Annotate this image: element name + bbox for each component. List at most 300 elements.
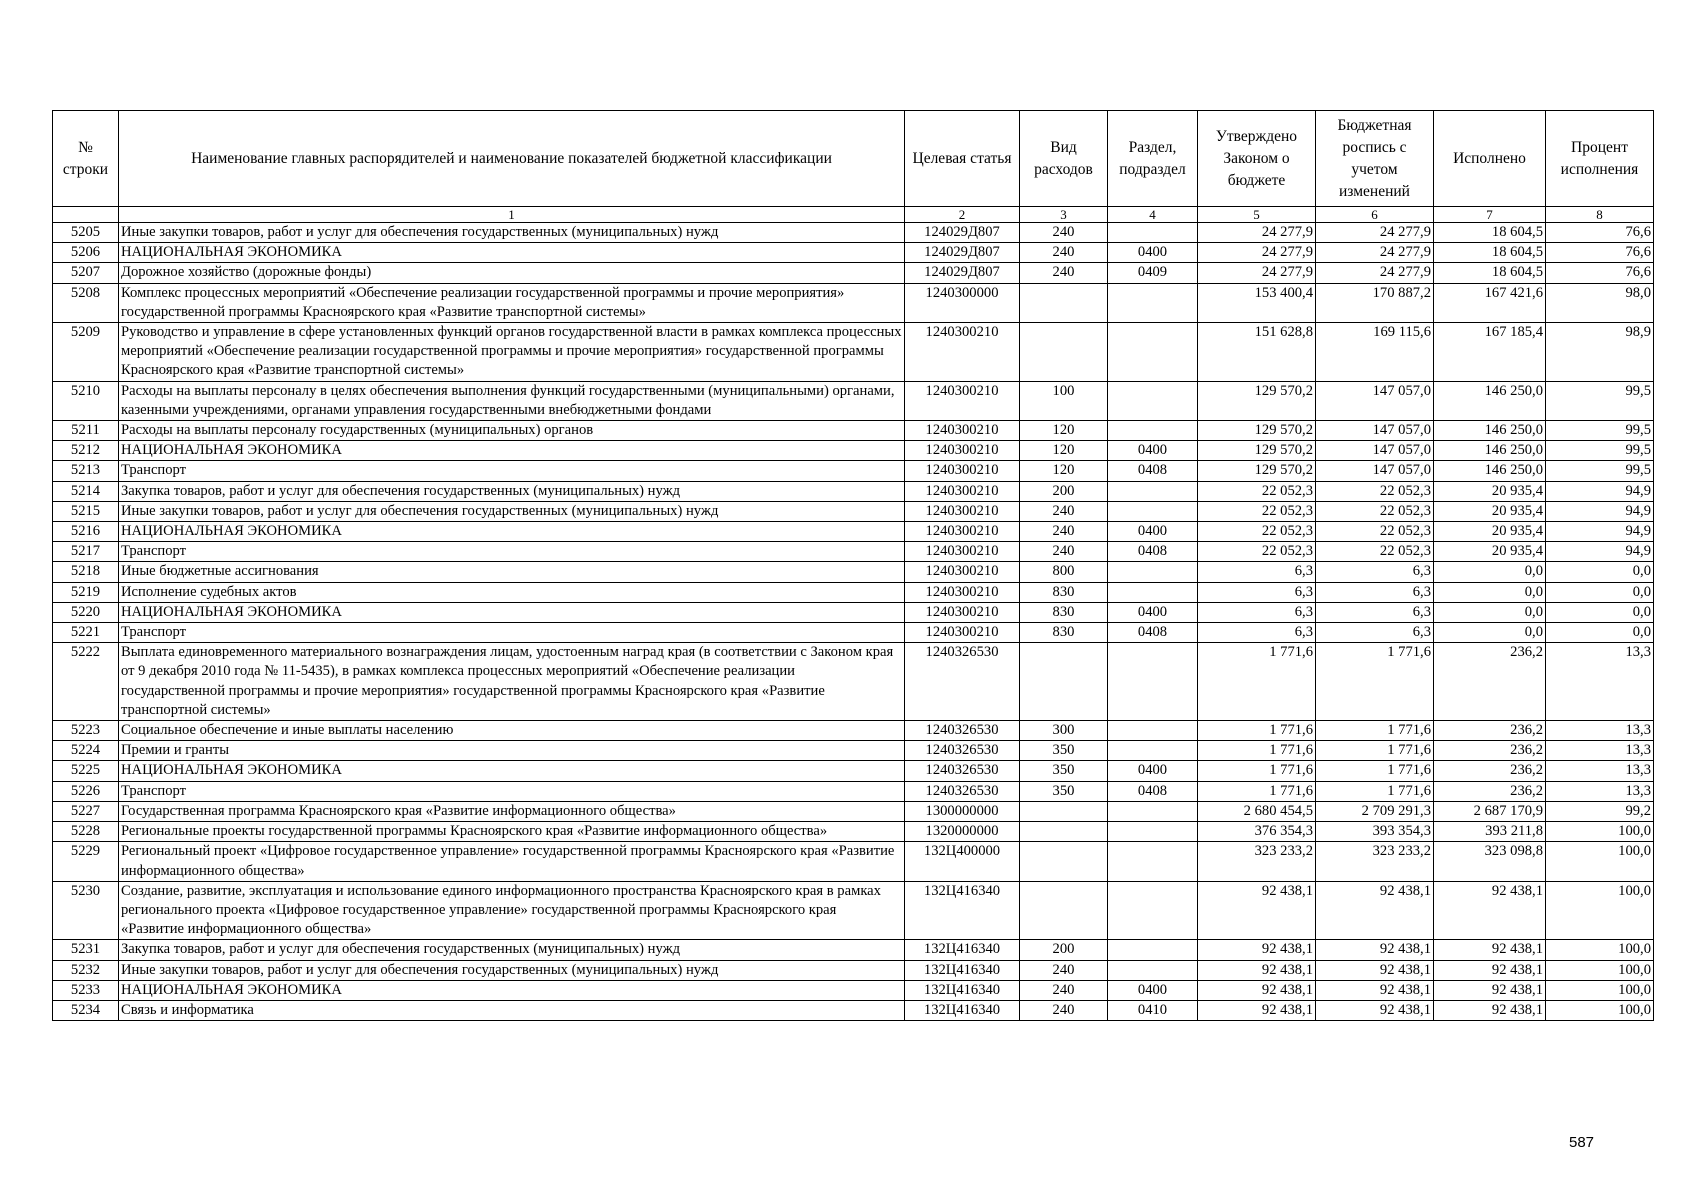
- expense-type-cell: 830: [1020, 582, 1108, 602]
- approved-amount-cell: 6,3: [1198, 562, 1316, 582]
- expense-type-cell: [1020, 801, 1108, 821]
- target-article-cell: 132Ц400000: [905, 842, 1020, 881]
- section-cell: [1108, 562, 1198, 582]
- table-row: [53, 421, 1654, 441]
- target-article-cell: 1240326530: [905, 643, 1020, 721]
- table-row: [53, 381, 1654, 420]
- budget-schedule-cell: 1 771,6: [1316, 741, 1434, 761]
- row-number-cell: 5206: [53, 243, 119, 263]
- target-article-cell: 132Ц416340: [905, 940, 1020, 960]
- percent-cell: 100,0: [1546, 940, 1654, 960]
- table-row: [53, 761, 1654, 781]
- table-row: [53, 721, 1654, 741]
- executed-amount-cell: 20 935,4: [1434, 522, 1546, 542]
- table-row: [53, 501, 1654, 521]
- approved-amount-cell: 92 438,1: [1198, 980, 1316, 1000]
- row-number-cell: 5233: [53, 980, 119, 1000]
- indicator-name-cell: Государственная программа Красноярского края «Развитие информационного общества»: [119, 801, 905, 821]
- indicator-name-cell: Транспорт: [119, 461, 905, 481]
- expense-type-cell: [1020, 643, 1108, 721]
- column-number: 1: [119, 207, 905, 223]
- header-executed: Исполнено: [1434, 111, 1546, 207]
- table-row: [53, 801, 1654, 821]
- row-number-cell: 5228: [53, 822, 119, 842]
- expense-type-cell: 350: [1020, 781, 1108, 801]
- approved-amount-cell: 92 438,1: [1198, 881, 1316, 940]
- row-number-cell: 5207: [53, 263, 119, 283]
- expense-type-cell: 300: [1020, 721, 1108, 741]
- percent-cell: 13,3: [1546, 721, 1654, 741]
- executed-amount-cell: 236,2: [1434, 761, 1546, 781]
- section-cell: 0400: [1108, 980, 1198, 1000]
- executed-amount-cell: 146 250,0: [1434, 381, 1546, 420]
- expense-type-cell: 800: [1020, 562, 1108, 582]
- table-row: [53, 623, 1654, 643]
- indicator-name-cell: Закупка товаров, работ и услуг для обеспечения государственных (муниципальных) нужд: [119, 481, 905, 501]
- percent-cell: 94,9: [1546, 481, 1654, 501]
- column-number: 2: [905, 207, 1020, 223]
- table-row: [53, 323, 1654, 382]
- expense-type-cell: 240: [1020, 522, 1108, 542]
- indicator-name-cell: Иные закупки товаров, работ и услуг для обеспечения государственных (муниципальных) нужд: [119, 960, 905, 980]
- budget-schedule-cell: 92 438,1: [1316, 960, 1434, 980]
- approved-amount-cell: 129 570,2: [1198, 441, 1316, 461]
- target-article-cell: 1240300000: [905, 283, 1020, 322]
- row-number-cell: 5224: [53, 741, 119, 761]
- percent-cell: 100,0: [1546, 842, 1654, 881]
- expense-type-cell: 120: [1020, 441, 1108, 461]
- row-number-cell: 5223: [53, 721, 119, 741]
- budget-schedule-cell: 6,3: [1316, 602, 1434, 622]
- executed-amount-cell: 18 604,5: [1434, 263, 1546, 283]
- row-number-cell: 5219: [53, 582, 119, 602]
- budget-schedule-cell: 92 438,1: [1316, 940, 1434, 960]
- row-number-cell: 5234: [53, 1000, 119, 1020]
- percent-cell: 99,2: [1546, 801, 1654, 821]
- target-article-cell: 1300000000: [905, 801, 1020, 821]
- budget-schedule-cell: 22 052,3: [1316, 481, 1434, 501]
- section-cell: 0410: [1108, 1000, 1198, 1020]
- target-article-cell: 1240326530: [905, 741, 1020, 761]
- indicator-name-cell: Комплекс процессных мероприятий «Обеспечение реализации государственной программы и прочие мероприятия» государственной программы Красноярского края «Развитие транспортной системы»: [119, 283, 905, 322]
- executed-amount-cell: 2 687 170,9: [1434, 801, 1546, 821]
- row-number-cell: 5205: [53, 223, 119, 243]
- percent-cell: 99,5: [1546, 381, 1654, 420]
- approved-amount-cell: 24 277,9: [1198, 223, 1316, 243]
- approved-amount-cell: 129 570,2: [1198, 461, 1316, 481]
- executed-amount-cell: 0,0: [1434, 602, 1546, 622]
- budget-schedule-cell: 147 057,0: [1316, 461, 1434, 481]
- row-number-cell: 5220: [53, 602, 119, 622]
- expense-type-cell: 830: [1020, 623, 1108, 643]
- budget-schedule-cell: 147 057,0: [1316, 381, 1434, 420]
- header-name: Наименование главных распорядителей и наименование показателей бюджетной классификации: [119, 111, 905, 207]
- expense-type-cell: 240: [1020, 501, 1108, 521]
- approved-amount-cell: 153 400,4: [1198, 283, 1316, 322]
- row-number-cell: 5214: [53, 481, 119, 501]
- approved-amount-cell: 22 052,3: [1198, 522, 1316, 542]
- percent-cell: 100,0: [1546, 822, 1654, 842]
- budget-schedule-cell: 1 771,6: [1316, 721, 1434, 741]
- column-number: 5: [1198, 207, 1316, 223]
- row-number-cell: 5212: [53, 441, 119, 461]
- indicator-name-cell: Закупка товаров, работ и услуг для обеспечения государственных (муниципальных) нужд: [119, 940, 905, 960]
- approved-amount-cell: 323 233,2: [1198, 842, 1316, 881]
- table-row: [53, 263, 1654, 283]
- expense-type-cell: 240: [1020, 960, 1108, 980]
- budget-schedule-cell: 92 438,1: [1316, 1000, 1434, 1020]
- target-article-cell: 1240300210: [905, 602, 1020, 622]
- budget-schedule-cell: 6,3: [1316, 623, 1434, 643]
- percent-cell: 76,6: [1546, 263, 1654, 283]
- budget-schedule-cell: 6,3: [1316, 562, 1434, 582]
- row-number-cell: 5208: [53, 283, 119, 322]
- expense-type-cell: [1020, 323, 1108, 382]
- budget-schedule-cell: 6,3: [1316, 582, 1434, 602]
- expense-type-cell: 240: [1020, 1000, 1108, 1020]
- executed-amount-cell: 146 250,0: [1434, 441, 1546, 461]
- row-number-cell: 5215: [53, 501, 119, 521]
- table-row: [53, 481, 1654, 501]
- table-row: [53, 781, 1654, 801]
- section-cell: [1108, 801, 1198, 821]
- approved-amount-cell: 24 277,9: [1198, 243, 1316, 263]
- expense-type-cell: 240: [1020, 263, 1108, 283]
- target-article-cell: 1240300210: [905, 421, 1020, 441]
- indicator-name-cell: Транспорт: [119, 623, 905, 643]
- section-cell: [1108, 582, 1198, 602]
- expense-type-cell: 240: [1020, 243, 1108, 263]
- target-article-cell: 1240300210: [905, 582, 1020, 602]
- approved-amount-cell: 22 052,3: [1198, 501, 1316, 521]
- percent-cell: 100,0: [1546, 881, 1654, 940]
- row-number-cell: 5222: [53, 643, 119, 721]
- target-article-cell: 1240326530: [905, 721, 1020, 741]
- budget-schedule-cell: 22 052,3: [1316, 522, 1434, 542]
- budget-schedule-cell: 1 771,6: [1316, 781, 1434, 801]
- executed-amount-cell: 92 438,1: [1434, 881, 1546, 940]
- percent-cell: 100,0: [1546, 980, 1654, 1000]
- budget-schedule-cell: 147 057,0: [1316, 441, 1434, 461]
- column-number: 7: [1434, 207, 1546, 223]
- target-article-cell: 1320000000: [905, 822, 1020, 842]
- approved-amount-cell: 129 570,2: [1198, 381, 1316, 420]
- section-cell: 0408: [1108, 461, 1198, 481]
- indicator-name-cell: Руководство и управление в сфере установленных функций органов государственной власти в рамках комплекса процессных мероприятий «Обеспечение реализации государственной программы и прочие мероприятия» государственной программы Красноярского края «Развитие транспортной системы»: [119, 323, 905, 382]
- percent-cell: 13,3: [1546, 741, 1654, 761]
- indicator-name-cell: Иные закупки товаров, работ и услуг для обеспечения государственных (муниципальных) нужд: [119, 501, 905, 521]
- header-target-article: Целевая статья: [905, 111, 1020, 207]
- indicator-name-cell: Расходы на выплаты персоналу государственных (муниципальных) органов: [119, 421, 905, 441]
- target-article-cell: 1240300210: [905, 501, 1020, 521]
- budget-schedule-cell: 169 115,6: [1316, 323, 1434, 382]
- percent-cell: 94,9: [1546, 501, 1654, 521]
- section-cell: 0408: [1108, 542, 1198, 562]
- column-number: 6: [1316, 207, 1434, 223]
- indicator-name-cell: НАЦИОНАЛЬНАЯ ЭКОНОМИКА: [119, 602, 905, 622]
- approved-amount-cell: 129 570,2: [1198, 421, 1316, 441]
- section-cell: 0409: [1108, 263, 1198, 283]
- approved-amount-cell: 2 680 454,5: [1198, 801, 1316, 821]
- percent-cell: 0,0: [1546, 562, 1654, 582]
- header-section: Раздел, подраздел: [1108, 111, 1198, 207]
- target-article-cell: 1240300210: [905, 562, 1020, 582]
- table-row: [53, 461, 1654, 481]
- executed-amount-cell: 236,2: [1434, 721, 1546, 741]
- row-number-cell: 5232: [53, 960, 119, 980]
- indicator-name-cell: Транспорт: [119, 781, 905, 801]
- target-article-cell: 1240300210: [905, 542, 1020, 562]
- table-row: [53, 980, 1654, 1000]
- indicator-name-cell: НАЦИОНАЛЬНАЯ ЭКОНОМИКА: [119, 243, 905, 263]
- executed-amount-cell: 92 438,1: [1434, 980, 1546, 1000]
- percent-cell: 76,6: [1546, 223, 1654, 243]
- table-row: [53, 643, 1654, 721]
- column-number: 3: [1020, 207, 1108, 223]
- budget-execution-table: [52, 110, 1654, 1021]
- table-row: [53, 741, 1654, 761]
- header-percent: Процент исполнения: [1546, 111, 1654, 207]
- section-cell: [1108, 283, 1198, 322]
- section-cell: [1108, 381, 1198, 420]
- indicator-name-cell: Исполнение судебных актов: [119, 582, 905, 602]
- executed-amount-cell: 92 438,1: [1434, 960, 1546, 980]
- approved-amount-cell: 1 771,6: [1198, 741, 1316, 761]
- section-cell: 0408: [1108, 623, 1198, 643]
- indicator-name-cell: Расходы на выплаты персоналу в целях обеспечения выполнения функций государственными (муниципальными) органами, казенными учреждениями, органами управления государственными внебюджетными фондами: [119, 381, 905, 420]
- percent-cell: 100,0: [1546, 1000, 1654, 1020]
- approved-amount-cell: 1 771,6: [1198, 761, 1316, 781]
- table-row: [53, 940, 1654, 960]
- executed-amount-cell: 236,2: [1434, 643, 1546, 721]
- budget-schedule-cell: 147 057,0: [1316, 421, 1434, 441]
- budget-schedule-cell: 2 709 291,3: [1316, 801, 1434, 821]
- section-cell: [1108, 721, 1198, 741]
- row-number-cell: 5216: [53, 522, 119, 542]
- executed-amount-cell: 323 098,8: [1434, 842, 1546, 881]
- section-cell: [1108, 323, 1198, 382]
- executed-amount-cell: 236,2: [1434, 781, 1546, 801]
- target-article-cell: 124029Д807: [905, 223, 1020, 243]
- approved-amount-cell: 151 628,8: [1198, 323, 1316, 382]
- section-cell: 0400: [1108, 441, 1198, 461]
- executed-amount-cell: 20 935,4: [1434, 501, 1546, 521]
- table-row: [53, 1000, 1654, 1020]
- approved-amount-cell: 1 771,6: [1198, 781, 1316, 801]
- percent-cell: 13,3: [1546, 761, 1654, 781]
- column-number: 8: [1546, 207, 1654, 223]
- target-article-cell: 124029Д807: [905, 243, 1020, 263]
- table-row: [53, 243, 1654, 263]
- budget-schedule-cell: 24 277,9: [1316, 243, 1434, 263]
- indicator-name-cell: Связь и информатика: [119, 1000, 905, 1020]
- row-number-cell: 5226: [53, 781, 119, 801]
- budget-schedule-cell: 24 277,9: [1316, 223, 1434, 243]
- section-cell: [1108, 481, 1198, 501]
- row-number-cell: 5218: [53, 562, 119, 582]
- indicator-name-cell: НАЦИОНАЛЬНАЯ ЭКОНОМИКА: [119, 522, 905, 542]
- executed-amount-cell: 146 250,0: [1434, 421, 1546, 441]
- table-row: [53, 542, 1654, 562]
- indicator-name-cell: Создание, развитие, эксплуатация и использование единого информационного пространства Красноярского края в рамках регионального проекта «Цифровое государственное управление» государственной программы Красноярского края «Развитие информационного общества»: [119, 881, 905, 940]
- executed-amount-cell: 18 604,5: [1434, 243, 1546, 263]
- header-row-number: № строки: [53, 111, 119, 207]
- approved-amount-cell: 6,3: [1198, 623, 1316, 643]
- approved-amount-cell: 1 771,6: [1198, 643, 1316, 721]
- budget-schedule-cell: 1 771,6: [1316, 643, 1434, 721]
- table-row: [53, 582, 1654, 602]
- header-budget-schedule: Бюджетная роспись с учетом изменений: [1316, 111, 1434, 207]
- section-cell: 0400: [1108, 761, 1198, 781]
- header-row: [53, 111, 1654, 207]
- section-cell: [1108, 643, 1198, 721]
- percent-cell: 94,9: [1546, 522, 1654, 542]
- indicator-name-cell: Региональный проект «Цифровое государственное управление» государственной программы Красноярского края «Развитие информационного общества»: [119, 842, 905, 881]
- percent-cell: 94,9: [1546, 542, 1654, 562]
- target-article-cell: 124029Д807: [905, 263, 1020, 283]
- header-expense-type: Вид расходов: [1020, 111, 1108, 207]
- executed-amount-cell: 0,0: [1434, 623, 1546, 643]
- section-cell: [1108, 842, 1198, 881]
- expense-type-cell: [1020, 283, 1108, 322]
- target-article-cell: 1240300210: [905, 461, 1020, 481]
- expense-type-cell: 200: [1020, 481, 1108, 501]
- section-cell: [1108, 822, 1198, 842]
- target-article-cell: 132Ц416340: [905, 1000, 1020, 1020]
- section-cell: 0408: [1108, 781, 1198, 801]
- percent-cell: 0,0: [1546, 582, 1654, 602]
- target-article-cell: 1240300210: [905, 623, 1020, 643]
- row-number-cell: 5209: [53, 323, 119, 382]
- approved-amount-cell: 6,3: [1198, 602, 1316, 622]
- approved-amount-cell: 22 052,3: [1198, 481, 1316, 501]
- percent-cell: 13,3: [1546, 781, 1654, 801]
- target-article-cell: 132Ц416340: [905, 960, 1020, 980]
- percent-cell: 99,5: [1546, 421, 1654, 441]
- budget-schedule-cell: 1 771,6: [1316, 761, 1434, 781]
- expense-type-cell: 100: [1020, 381, 1108, 420]
- section-cell: 0400: [1108, 602, 1198, 622]
- budget-schedule-cell: 24 277,9: [1316, 263, 1434, 283]
- indicator-name-cell: Транспорт: [119, 542, 905, 562]
- executed-amount-cell: 20 935,4: [1434, 542, 1546, 562]
- expense-type-cell: 240: [1020, 980, 1108, 1000]
- table-row: [53, 842, 1654, 881]
- percent-cell: 99,5: [1546, 461, 1654, 481]
- budget-schedule-cell: 323 233,2: [1316, 842, 1434, 881]
- executed-amount-cell: 236,2: [1434, 741, 1546, 761]
- expense-type-cell: 350: [1020, 761, 1108, 781]
- column-number: 4: [1108, 207, 1198, 223]
- target-article-cell: 1240326530: [905, 781, 1020, 801]
- section-cell: [1108, 501, 1198, 521]
- percent-cell: 99,5: [1546, 441, 1654, 461]
- expense-type-cell: 200: [1020, 940, 1108, 960]
- expense-type-cell: [1020, 822, 1108, 842]
- executed-amount-cell: 167 421,6: [1434, 283, 1546, 322]
- page-number: 587: [1569, 1134, 1595, 1151]
- section-cell: [1108, 223, 1198, 243]
- approved-amount-cell: 6,3: [1198, 582, 1316, 602]
- indicator-name-cell: НАЦИОНАЛЬНАЯ ЭКОНОМИКА: [119, 761, 905, 781]
- expense-type-cell: [1020, 881, 1108, 940]
- table-row: [53, 283, 1654, 322]
- table-row: [53, 223, 1654, 243]
- percent-cell: 76,6: [1546, 243, 1654, 263]
- executed-amount-cell: 167 185,4: [1434, 323, 1546, 382]
- percent-cell: 0,0: [1546, 623, 1654, 643]
- indicator-name-cell: Выплата единовременного материального вознаграждения лицам, удостоенным наград края (в соответствии с Законом края от 9 декабря 2010 года № 11-5435), в рамках комплекса процессных мероприятий «Обеспечение реализации государственной программы и прочие мероприятия» государственной программы Красноярского края «Развитие транспортной системы»: [119, 643, 905, 721]
- executed-amount-cell: 92 438,1: [1434, 940, 1546, 960]
- target-article-cell: 1240300210: [905, 481, 1020, 501]
- approved-amount-cell: 22 052,3: [1198, 542, 1316, 562]
- target-article-cell: 1240300210: [905, 522, 1020, 542]
- executed-amount-cell: 18 604,5: [1434, 223, 1546, 243]
- row-number-cell: 5231: [53, 940, 119, 960]
- budget-schedule-cell: 22 052,3: [1316, 542, 1434, 562]
- budget-schedule-cell: 92 438,1: [1316, 881, 1434, 940]
- expense-type-cell: 830: [1020, 602, 1108, 622]
- table-row: [53, 602, 1654, 622]
- executed-amount-cell: 393 211,8: [1434, 822, 1546, 842]
- table-row: [53, 441, 1654, 461]
- indicator-name-cell: Социальное обеспечение и иные выплаты населению: [119, 721, 905, 741]
- expense-type-cell: [1020, 842, 1108, 881]
- approved-amount-cell: 92 438,1: [1198, 940, 1316, 960]
- percent-cell: 98,9: [1546, 323, 1654, 382]
- indicator-name-cell: Иные закупки товаров, работ и услуг для обеспечения государственных (муниципальных) нужд: [119, 223, 905, 243]
- table-row: [53, 881, 1654, 940]
- indicator-name-cell: НАЦИОНАЛЬНАЯ ЭКОНОМИКА: [119, 980, 905, 1000]
- executed-amount-cell: 20 935,4: [1434, 481, 1546, 501]
- row-number-cell: 5211: [53, 421, 119, 441]
- indicator-name-cell: НАЦИОНАЛЬНАЯ ЭКОНОМИКА: [119, 441, 905, 461]
- percent-cell: 13,3: [1546, 643, 1654, 721]
- table-body: [53, 223, 1654, 1021]
- section-cell: 0400: [1108, 522, 1198, 542]
- header-approved: Утверждено Законом о бюджете: [1198, 111, 1316, 207]
- table-row: [53, 562, 1654, 582]
- target-article-cell: 132Ц416340: [905, 980, 1020, 1000]
- budget-schedule-cell: 92 438,1: [1316, 980, 1434, 1000]
- table-row: [53, 522, 1654, 542]
- row-number-cell: 5210: [53, 381, 119, 420]
- approved-amount-cell: 1 771,6: [1198, 721, 1316, 741]
- section-cell: [1108, 960, 1198, 980]
- row-number-cell: 5217: [53, 542, 119, 562]
- approved-amount-cell: 24 277,9: [1198, 263, 1316, 283]
- target-article-cell: 132Ц416340: [905, 881, 1020, 940]
- budget-schedule-cell: 393 354,3: [1316, 822, 1434, 842]
- row-number-cell: 5213: [53, 461, 119, 481]
- expense-type-cell: 120: [1020, 461, 1108, 481]
- executed-amount-cell: 92 438,1: [1434, 1000, 1546, 1020]
- section-cell: [1108, 881, 1198, 940]
- indicator-name-cell: Дорожное хозяйство (дорожные фонды): [119, 263, 905, 283]
- approved-amount-cell: 92 438,1: [1198, 960, 1316, 980]
- percent-cell: 98,0: [1546, 283, 1654, 322]
- approved-amount-cell: 92 438,1: [1198, 1000, 1316, 1020]
- budget-schedule-cell: 22 052,3: [1316, 501, 1434, 521]
- row-number-cell: 5225: [53, 761, 119, 781]
- section-cell: [1108, 421, 1198, 441]
- row-number-cell: 5230: [53, 881, 119, 940]
- percent-cell: 100,0: [1546, 960, 1654, 980]
- column-number-row: [53, 207, 1654, 223]
- table-row: [53, 960, 1654, 980]
- target-article-cell: 1240326530: [905, 761, 1020, 781]
- row-number-cell: 5221: [53, 623, 119, 643]
